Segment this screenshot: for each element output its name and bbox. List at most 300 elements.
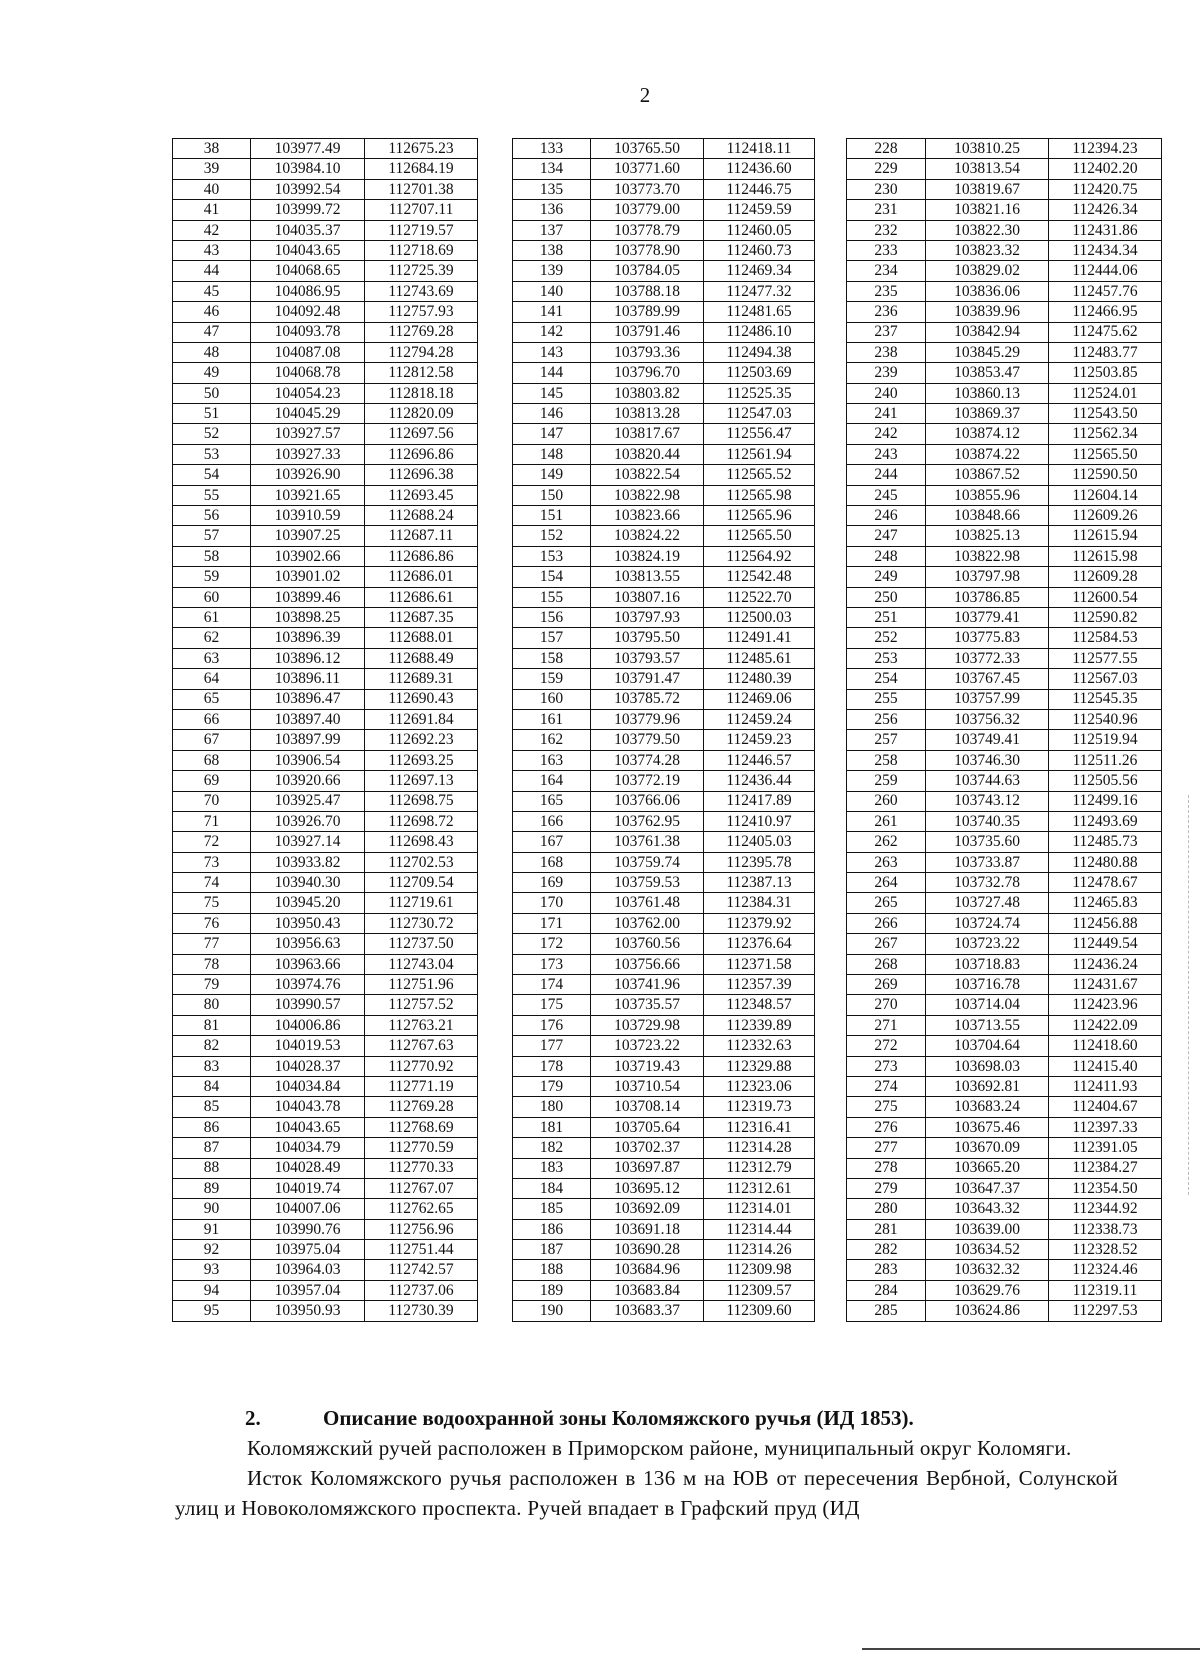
y-coordinate-cell: 112478.67 [1049,873,1162,893]
x-coordinate-cell: 103690.28 [591,1240,704,1260]
table-row [513,811,815,831]
y-coordinate-cell: 112316.41 [704,1117,815,1137]
point-number-cell: 65 [173,689,251,709]
y-coordinate-cell: 112384.27 [1049,1158,1162,1178]
table-row [513,669,815,689]
y-coordinate-cell: 112686.61 [365,587,478,607]
x-coordinate-cell: 103710.54 [591,1076,704,1096]
y-coordinate-cell: 112719.57 [365,220,478,240]
table-row [847,281,1162,301]
point-number-cell: 280 [847,1199,926,1219]
y-coordinate-cell: 112469.06 [704,689,815,709]
table-row [173,159,478,179]
table-row [513,873,815,893]
x-coordinate-cell: 103791.46 [591,322,704,342]
table-row [173,383,478,403]
table-row [847,893,1162,913]
y-coordinate-cell: 112675.23 [365,139,478,159]
table-row [173,220,478,240]
x-coordinate-cell: 103732.78 [926,873,1049,893]
x-coordinate-cell: 103855.96 [926,485,1049,505]
point-number-cell: 84 [173,1076,251,1096]
table-row [513,546,815,566]
point-number-cell: 87 [173,1138,251,1158]
table-row [173,139,478,159]
x-coordinate-cell: 103675.46 [926,1117,1049,1137]
y-coordinate-cell: 112465.83 [1049,893,1162,913]
table-row [847,1056,1162,1076]
point-number-cell: 78 [173,954,251,974]
table-row [513,200,815,220]
table-row [513,1199,815,1219]
x-coordinate-cell: 104043.65 [251,1117,365,1137]
point-number-cell: 271 [847,1015,926,1035]
x-coordinate-cell: 104043.78 [251,1097,365,1117]
x-coordinate-cell: 103741.96 [591,975,704,995]
point-number-cell: 45 [173,281,251,301]
table-row [847,1138,1162,1158]
point-number-cell: 261 [847,811,926,831]
x-coordinate-cell: 103761.48 [591,893,704,913]
y-coordinate-cell: 112328.52 [1049,1240,1162,1260]
table-row [173,975,478,995]
y-coordinate-cell: 112743.04 [365,954,478,974]
table-row [847,404,1162,424]
point-number-cell: 144 [513,363,591,383]
x-coordinate-cell: 103702.37 [591,1138,704,1158]
y-coordinate-cell: 112771.19 [365,1076,478,1096]
x-coordinate-cell: 104019.74 [251,1178,365,1198]
point-number-cell: 61 [173,607,251,627]
point-number-cell: 50 [173,383,251,403]
y-coordinate-cell: 112436.60 [704,159,815,179]
point-number-cell: 255 [847,689,926,709]
coordinates-table-3 [846,138,1162,1322]
y-coordinate-cell: 112431.86 [1049,220,1162,240]
y-coordinate-cell: 112693.25 [365,750,478,770]
table-row [847,1097,1162,1117]
point-number-cell: 190 [513,1301,591,1321]
table-row [513,526,815,546]
x-coordinate-cell: 103665.20 [926,1158,1049,1178]
y-coordinate-cell: 112584.53 [1049,628,1162,648]
y-coordinate-cell: 112698.72 [365,811,478,831]
y-coordinate-cell: 112600.54 [1049,587,1162,607]
y-coordinate-cell: 112697.56 [365,424,478,444]
point-number-cell: 251 [847,607,926,627]
x-coordinate-cell: 103793.36 [591,342,704,362]
y-coordinate-cell: 112692.23 [365,730,478,750]
y-coordinate-cell: 112339.89 [704,1015,815,1035]
table-row [173,750,478,770]
point-number-cell: 145 [513,383,591,403]
y-coordinate-cell: 112449.54 [1049,934,1162,954]
x-coordinate-cell: 103698.03 [926,1056,1049,1076]
table-row [847,771,1162,791]
point-number-cell: 167 [513,832,591,852]
x-coordinate-cell: 103634.52 [926,1240,1049,1260]
table-row [847,1015,1162,1035]
y-coordinate-cell: 112818.18 [365,383,478,403]
point-number-cell: 85 [173,1097,251,1117]
point-number-cell: 44 [173,261,251,281]
y-coordinate-cell: 112577.55 [1049,648,1162,668]
x-coordinate-cell: 103785.72 [591,689,704,709]
coordinates-table-2 [512,138,815,1322]
x-coordinate-cell: 103789.99 [591,302,704,322]
point-number-cell: 153 [513,546,591,566]
y-coordinate-cell: 112481.65 [704,302,815,322]
table-row [173,1036,478,1056]
table-row [847,750,1162,770]
x-coordinate-cell: 103823.66 [591,506,704,526]
table-row [513,281,815,301]
x-coordinate-cell: 103692.09 [591,1199,704,1219]
x-coordinate-cell: 104028.37 [251,1056,365,1076]
x-coordinate-cell: 103632.32 [926,1260,1049,1280]
y-coordinate-cell: 112763.21 [365,1015,478,1035]
y-coordinate-cell: 112565.98 [704,485,815,505]
x-coordinate-cell: 103643.32 [926,1199,1049,1219]
y-coordinate-cell: 112522.70 [704,587,815,607]
table-row [847,954,1162,974]
point-number-cell: 158 [513,648,591,668]
point-number-cell: 48 [173,342,251,362]
point-number-cell: 156 [513,607,591,627]
point-number-cell: 182 [513,1138,591,1158]
table-row [513,954,815,974]
point-number-cell: 134 [513,159,591,179]
table-row [173,567,478,587]
x-coordinate-cell: 103797.98 [926,567,1049,587]
x-coordinate-cell: 103945.20 [251,893,365,913]
y-coordinate-cell: 112314.44 [704,1219,815,1239]
y-coordinate-cell: 112418.60 [1049,1036,1162,1056]
x-coordinate-cell: 103984.10 [251,159,365,179]
point-number-cell: 173 [513,954,591,974]
point-number-cell: 42 [173,220,251,240]
y-coordinate-cell: 112405.03 [704,832,815,852]
y-coordinate-cell: 112483.77 [1049,342,1162,362]
y-coordinate-cell: 112702.53 [365,852,478,872]
x-coordinate-cell: 103779.50 [591,730,704,750]
table-row [513,750,815,770]
y-coordinate-cell: 112379.92 [704,913,815,933]
y-coordinate-cell: 112469.34 [704,261,815,281]
table-row [173,730,478,750]
page-number: 2 [639,83,651,107]
point-number-cell: 185 [513,1199,591,1219]
y-coordinate-cell: 112684.19 [365,159,478,179]
y-coordinate-cell: 112426.34 [1049,200,1162,220]
y-coordinate-cell: 112344.92 [1049,1199,1162,1219]
y-coordinate-cell: 112737.50 [365,934,478,954]
table-row [173,587,478,607]
point-number-cell: 246 [847,506,926,526]
point-number-cell: 178 [513,1056,591,1076]
table-row [513,1178,815,1198]
x-coordinate-cell: 103729.98 [591,1015,704,1035]
y-coordinate-cell: 112742.57 [365,1260,478,1280]
x-coordinate-cell: 103727.48 [926,893,1049,913]
x-coordinate-cell: 103756.66 [591,954,704,974]
point-number-cell: 64 [173,669,251,689]
x-coordinate-cell: 103683.24 [926,1097,1049,1117]
point-number-cell: 51 [173,404,251,424]
table-row [847,587,1162,607]
point-number-cell: 266 [847,913,926,933]
x-coordinate-cell: 104068.78 [251,363,365,383]
table-row [173,607,478,627]
paragraph-source: Исток Коломяжского ручья расположен в 136 м на ЮВ от пересечения Вербной, Солунской улиц и Новоколомяжского проспекта. Ручей впадает в Графский пруд (ИД [175,1466,1118,1520]
table-row [173,1015,478,1035]
x-coordinate-cell: 103896.39 [251,628,365,648]
x-coordinate-cell: 103807.16 [591,587,704,607]
y-coordinate-cell: 112348.57 [704,995,815,1015]
y-coordinate-cell: 112743.69 [365,281,478,301]
point-number-cell: 233 [847,240,926,260]
point-number-cell: 80 [173,995,251,1015]
point-number-cell: 154 [513,567,591,587]
x-coordinate-cell: 103822.30 [926,220,1049,240]
y-coordinate-cell: 112491.41 [704,628,815,648]
y-coordinate-cell: 112309.98 [704,1260,815,1280]
y-coordinate-cell: 112511.26 [1049,750,1162,770]
table-row [847,648,1162,668]
table-row [513,404,815,424]
point-number-cell: 152 [513,526,591,546]
table-row [847,506,1162,526]
table-row [173,1199,478,1219]
table-row [847,302,1162,322]
y-coordinate-cell: 112686.86 [365,546,478,566]
x-coordinate-cell: 104035.37 [251,220,365,240]
x-coordinate-cell: 103977.49 [251,139,365,159]
table-row [847,1036,1162,1056]
point-number-cell: 263 [847,852,926,872]
table-row [847,200,1162,220]
y-coordinate-cell: 112770.33 [365,1158,478,1178]
y-coordinate-cell: 112460.73 [704,240,815,260]
table-row [173,628,478,648]
table-row [173,832,478,852]
y-coordinate-cell: 112687.11 [365,526,478,546]
x-coordinate-cell: 103766.06 [591,791,704,811]
point-number-cell: 140 [513,281,591,301]
x-coordinate-cell: 103743.12 [926,791,1049,811]
y-coordinate-cell: 112561.94 [704,444,815,464]
table-row [173,995,478,1015]
x-coordinate-cell: 103899.46 [251,587,365,607]
y-coordinate-cell: 112719.61 [365,893,478,913]
point-number-cell: 67 [173,730,251,750]
point-number-cell: 170 [513,893,591,913]
point-number-cell: 54 [173,465,251,485]
y-coordinate-cell: 112751.96 [365,975,478,995]
table-row [513,506,815,526]
x-coordinate-cell: 103926.70 [251,811,365,831]
table-row [513,1097,815,1117]
x-coordinate-cell: 103910.59 [251,506,365,526]
x-coordinate-cell: 103950.43 [251,913,365,933]
x-coordinate-cell: 103925.47 [251,791,365,811]
y-coordinate-cell: 112590.82 [1049,607,1162,627]
point-number-cell: 41 [173,200,251,220]
x-coordinate-cell: 103824.19 [591,546,704,566]
y-coordinate-cell: 112565.52 [704,465,815,485]
y-coordinate-cell: 112338.73 [1049,1219,1162,1239]
point-number-cell: 163 [513,750,591,770]
x-coordinate-cell: 103759.74 [591,852,704,872]
y-coordinate-cell: 112689.31 [365,669,478,689]
table-row [173,526,478,546]
y-coordinate-cell: 112767.63 [365,1036,478,1056]
point-number-cell: 138 [513,240,591,260]
table-row [847,1260,1162,1280]
point-number-cell: 183 [513,1158,591,1178]
x-coordinate-cell: 103778.79 [591,220,704,240]
x-coordinate-cell: 103695.12 [591,1178,704,1198]
y-coordinate-cell: 112434.34 [1049,240,1162,260]
y-coordinate-cell: 112357.39 [704,975,815,995]
table-row [847,159,1162,179]
table-row [847,220,1162,240]
point-number-cell: 232 [847,220,926,240]
y-coordinate-cell: 112460.05 [704,220,815,240]
y-coordinate-cell: 112309.57 [704,1280,815,1300]
table-row [173,1158,478,1178]
table-row [513,628,815,648]
table-row [173,1280,478,1300]
x-coordinate-cell: 104045.29 [251,404,365,424]
y-coordinate-cell: 112486.10 [704,322,815,342]
x-coordinate-cell: 103920.66 [251,771,365,791]
x-coordinate-cell: 103874.22 [926,444,1049,464]
table-row [513,485,815,505]
point-number-cell: 165 [513,791,591,811]
y-coordinate-cell: 112459.24 [704,709,815,729]
point-number-cell: 235 [847,281,926,301]
table-row [513,587,815,607]
point-number-cell: 172 [513,934,591,954]
x-coordinate-cell: 103744.63 [926,771,1049,791]
point-number-cell: 55 [173,485,251,505]
y-coordinate-cell: 112309.60 [704,1301,815,1321]
point-number-cell: 38 [173,139,251,159]
table-row [513,444,815,464]
x-coordinate-cell: 103926.90 [251,465,365,485]
point-number-cell: 141 [513,302,591,322]
x-coordinate-cell: 103898.25 [251,607,365,627]
x-coordinate-cell: 103624.86 [926,1301,1049,1321]
x-coordinate-cell: 103992.54 [251,179,365,199]
point-number-cell: 63 [173,648,251,668]
table-row [847,240,1162,260]
table-row [847,934,1162,954]
y-coordinate-cell: 112397.33 [1049,1117,1162,1137]
x-coordinate-cell: 103704.64 [926,1036,1049,1056]
point-number-cell: 282 [847,1240,926,1260]
x-coordinate-cell: 104093.78 [251,322,365,342]
table-row [847,1117,1162,1137]
y-coordinate-cell: 112485.61 [704,648,815,668]
table-row [513,709,815,729]
table-row [513,179,815,199]
table-row [847,995,1162,1015]
y-coordinate-cell: 112718.69 [365,240,478,260]
y-coordinate-cell: 112707.11 [365,200,478,220]
y-coordinate-cell: 112698.75 [365,791,478,811]
table-row [513,240,815,260]
y-coordinate-cell: 112319.73 [704,1097,815,1117]
table-row [847,424,1162,444]
point-number-cell: 187 [513,1240,591,1260]
x-coordinate-cell: 103788.18 [591,281,704,301]
y-coordinate-cell: 112696.38 [365,465,478,485]
x-coordinate-cell: 103762.00 [591,913,704,933]
x-coordinate-cell: 103773.70 [591,179,704,199]
point-number-cell: 180 [513,1097,591,1117]
point-number-cell: 241 [847,404,926,424]
table-row [847,567,1162,587]
table-row [173,873,478,893]
y-coordinate-cell: 112480.39 [704,669,815,689]
x-coordinate-cell: 103927.57 [251,424,365,444]
x-coordinate-cell: 103760.56 [591,934,704,954]
point-number-cell: 39 [173,159,251,179]
y-coordinate-cell: 112696.86 [365,444,478,464]
table-row [847,811,1162,831]
table-row [513,1280,815,1300]
y-coordinate-cell: 112590.50 [1049,465,1162,485]
x-coordinate-cell: 103813.55 [591,567,704,587]
point-number-cell: 237 [847,322,926,342]
point-number-cell: 90 [173,1199,251,1219]
x-coordinate-cell: 103940.30 [251,873,365,893]
x-coordinate-cell: 103974.76 [251,975,365,995]
table-row [513,1117,815,1137]
point-number-cell: 77 [173,934,251,954]
table-row [513,1240,815,1260]
table-row [173,811,478,831]
point-number-cell: 53 [173,444,251,464]
x-coordinate-cell: 103708.14 [591,1097,704,1117]
point-number-cell: 285 [847,1301,926,1321]
point-number-cell: 253 [847,648,926,668]
table-row [513,648,815,668]
table-row [513,1219,815,1239]
x-coordinate-cell: 103823.32 [926,240,1049,260]
x-coordinate-cell: 103639.00 [926,1219,1049,1239]
y-coordinate-cell: 112475.62 [1049,322,1162,342]
table-row [513,852,815,872]
point-number-cell: 137 [513,220,591,240]
table-row [847,689,1162,709]
point-number-cell: 248 [847,546,926,566]
y-coordinate-cell: 112503.69 [704,363,815,383]
x-coordinate-cell: 103786.85 [926,587,1049,607]
y-coordinate-cell: 112769.28 [365,322,478,342]
point-number-cell: 69 [173,771,251,791]
table-row [173,669,478,689]
point-number-cell: 136 [513,200,591,220]
point-number-cell: 159 [513,669,591,689]
y-coordinate-cell: 112540.96 [1049,709,1162,729]
x-coordinate-cell: 103705.64 [591,1117,704,1137]
table-row [173,302,478,322]
table-row [173,648,478,668]
y-coordinate-cell: 112688.24 [365,506,478,526]
